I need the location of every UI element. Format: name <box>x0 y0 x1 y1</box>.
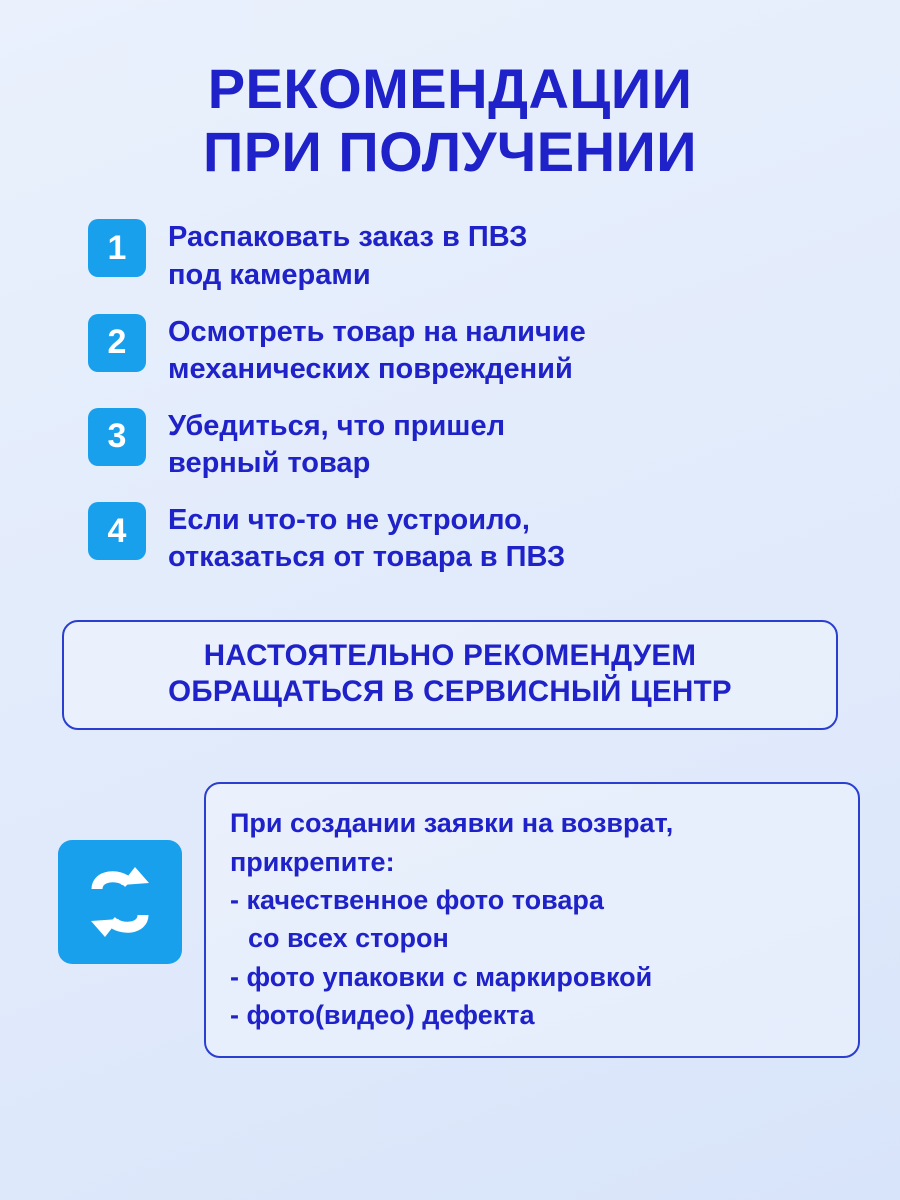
step-number-badge: 3 <box>88 408 146 466</box>
step-number-badge: 1 <box>88 219 146 277</box>
return-line-6: - фото(видео) дефекта <box>230 999 535 1030</box>
list-item <box>88 500 860 576</box>
return-line-1: При создании заявки на возврат, <box>230 808 674 839</box>
service-center-callout <box>62 620 838 730</box>
return-line-3: - качественное фото товара <box>230 884 604 915</box>
return-line-4: со всех сторон <box>248 923 449 954</box>
step-text-line-2: верный товар <box>168 446 371 479</box>
step-text-line-2: под камерами <box>168 258 371 291</box>
step-text-line-2: отказаться от товара в ПВЗ <box>168 541 566 574</box>
service-center-line-2: ОБРАЩАТЬСЯ В СЕРВИСНЫЙ ЦЕНТР <box>168 675 732 709</box>
return-line-2: прикрепите: <box>230 846 395 877</box>
step-text <box>168 312 586 388</box>
step-text-line-1: Осмотреть товар на наличие <box>168 315 586 348</box>
step-number-badge: 2 <box>88 314 146 372</box>
step-text <box>168 217 527 293</box>
steps-list <box>88 217 860 576</box>
return-instructions-box <box>204 782 860 1058</box>
service-center-line-1: НАСТОЯТЕЛЬНО РЕКОМЕНДУЕМ <box>203 639 697 673</box>
list-item <box>88 406 860 482</box>
list-item <box>88 217 860 293</box>
return-line-5: - фото упаковки с маркировкой <box>230 961 653 992</box>
list-item <box>88 312 860 388</box>
page-title-line-1: РЕКОМЕНДАЦИИ <box>207 57 693 120</box>
step-text <box>168 500 565 576</box>
refresh-exchange-icon <box>58 840 182 964</box>
return-section <box>40 782 860 1058</box>
page-title <box>40 58 860 183</box>
step-text <box>168 406 505 482</box>
step-text-line-1: Убедиться, что пришел <box>168 409 505 442</box>
step-text-line-2: механических повреждений <box>168 352 573 385</box>
step-text-line-1: Распаковать заказ в ПВЗ <box>168 221 528 254</box>
step-number-badge: 4 <box>88 502 146 560</box>
page-title-line-2: ПРИ ПОЛУЧЕНИИ <box>202 119 698 183</box>
step-text-line-1: Если что-то не устроило, <box>168 504 530 537</box>
